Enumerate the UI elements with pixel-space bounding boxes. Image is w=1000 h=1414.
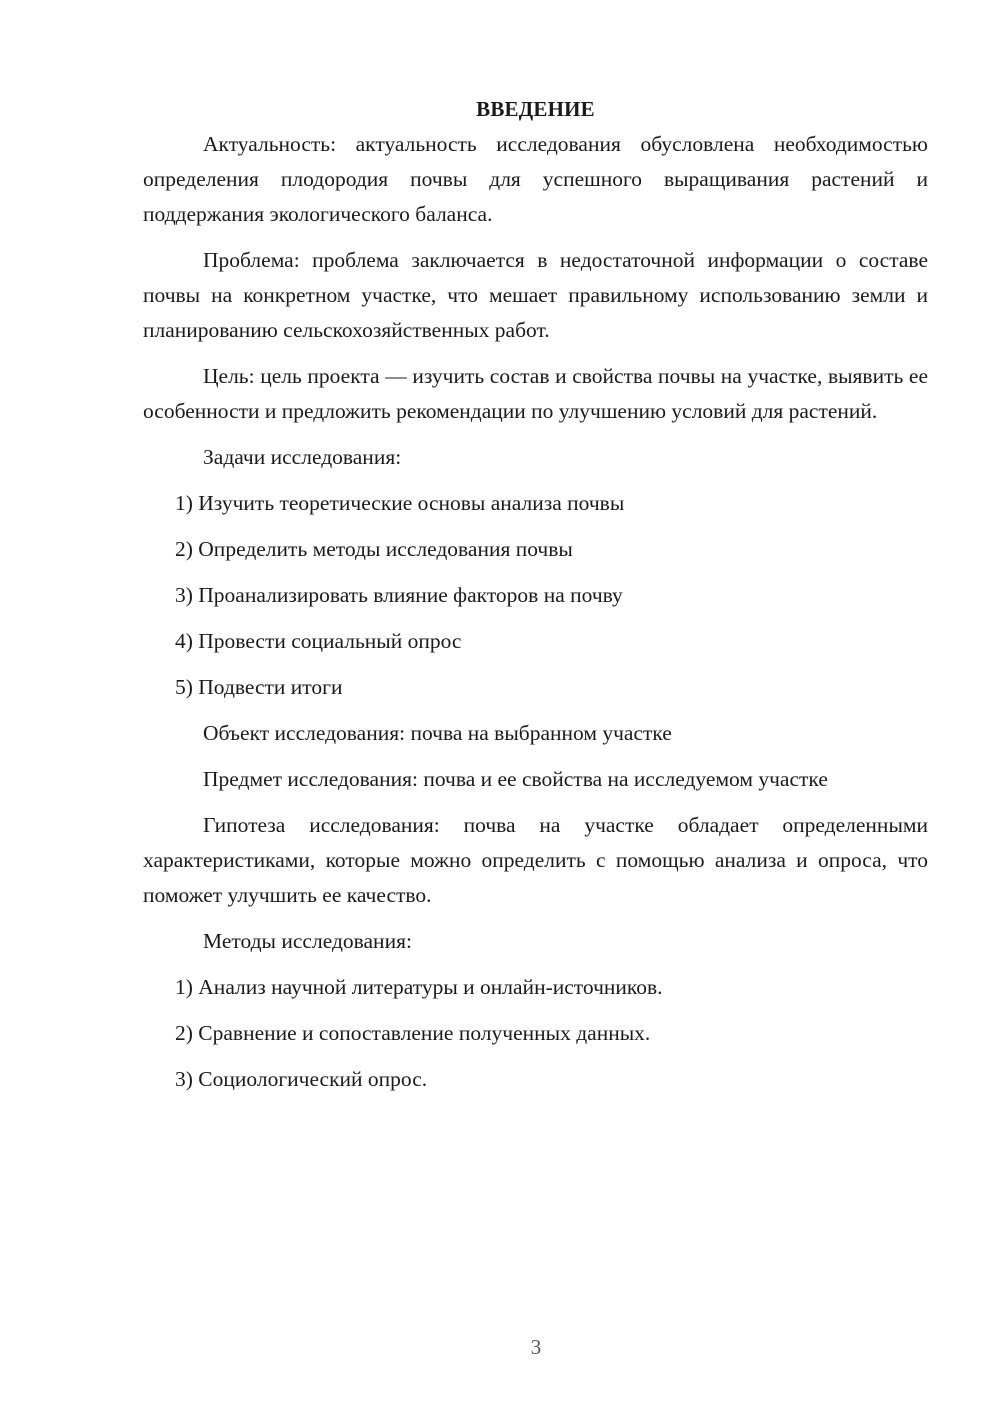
object-line: Объект исследования: почва на выбранном участке xyxy=(203,721,672,745)
method-item: 1) Анализ научной литературы и онлайн-источников. xyxy=(175,975,663,999)
goal-paragraph: Цель: цель проекта — изучить состав и свойства почвы на участке, выявить ее особенности и предложить рекомендации по улучшению условий для растений. xyxy=(143,364,928,423)
task-item: 2) Определить методы исследования почвы xyxy=(175,537,573,561)
page-number: 3 xyxy=(530,1335,542,1359)
task-item: 4) Провести социальный опрос xyxy=(175,629,462,653)
method-item: 2) Сравнение и сопоставление полученных данных. xyxy=(175,1021,651,1045)
methods-list xyxy=(143,970,928,1097)
task-item: 3) Проанализировать влияние факторов на почву xyxy=(175,583,623,607)
method-item: 3) Социологический опрос. xyxy=(175,1067,428,1091)
tasks-heading: Задачи исследования: xyxy=(203,445,402,469)
methods-heading: Методы исследования: xyxy=(203,929,412,953)
hypothesis-paragraph: Гипотеза исследования: почва на участке обладает определенными характеристиками, которые можно определить с помощью анализа и опроса, что поможет улучшить ее качество. xyxy=(143,813,928,907)
tasks-list xyxy=(143,486,928,705)
task-item: 1) Изучить теоретические основы анализа почвы xyxy=(175,491,625,515)
problem-paragraph: Проблема: проблема заключается в недостаточной информации о составе почвы на конкретном участке, что мешает правильному использованию земли и планированию сельскохозяйственных работ. xyxy=(143,248,928,342)
document-title: ВВЕДЕНИЕ xyxy=(476,97,595,121)
task-item: 5) Подвести итоги xyxy=(175,675,343,699)
subject-line: Предмет исследования: почва и ее свойства на исследуемом участке xyxy=(203,767,828,791)
relevance-paragraph: Актуальность: актуальность исследования обусловлена необходимостью определения плодородия почвы для успешного выращивания растений и поддержания экологического баланса. xyxy=(143,132,928,226)
document-page xyxy=(143,92,928,1108)
